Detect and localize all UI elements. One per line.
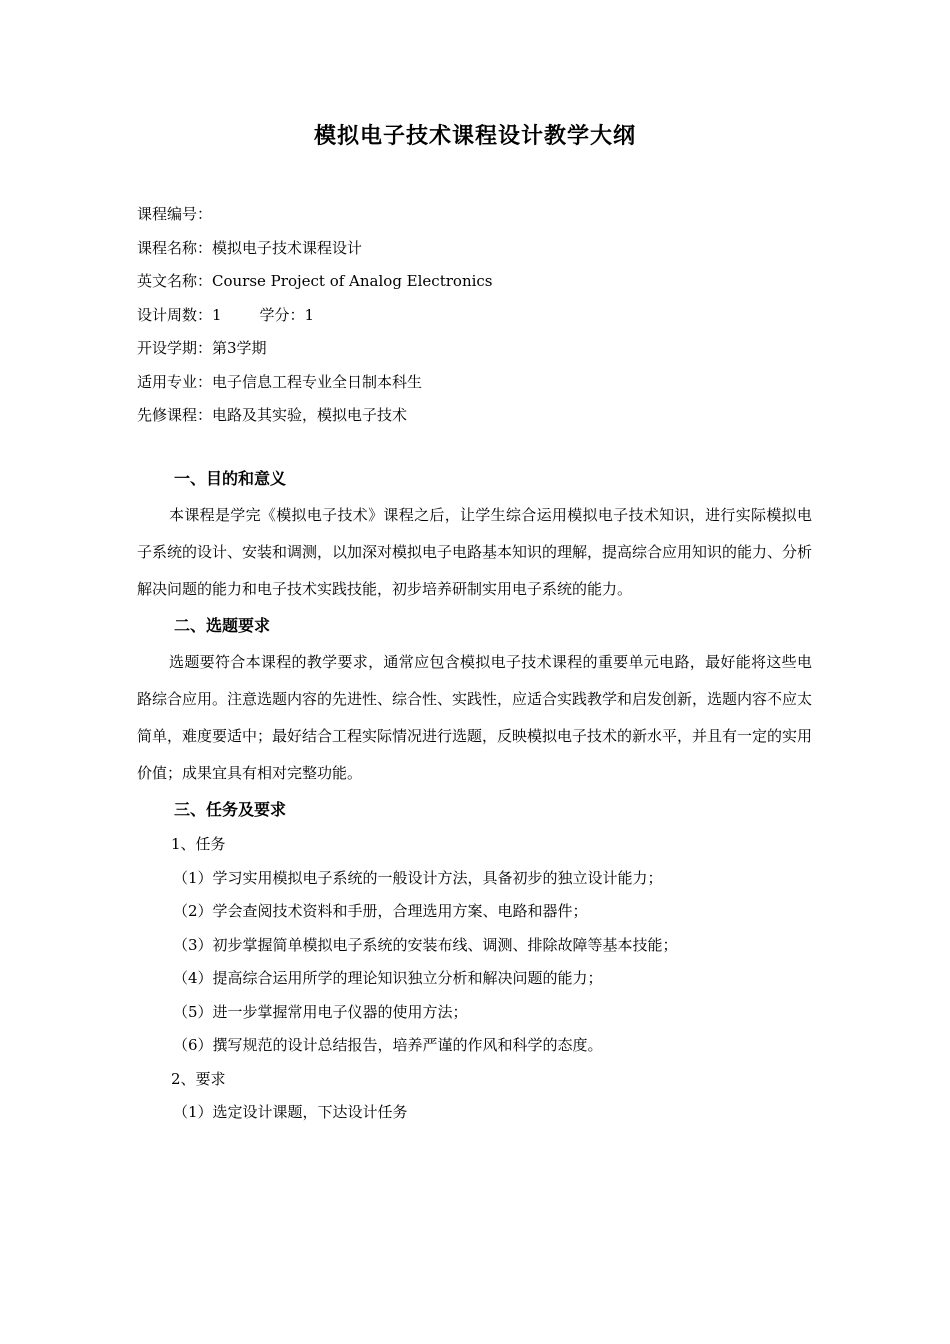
section-body-purpose: 本课程是学完《模拟电子技术》课程之后，让学生综合运用模拟电子技术知识，进行实际模拟电子系统的设计、安装和调测，以加深对模拟电子电路基本知识的理解，提高综合应用知识的能力、分析解决问题的能力和电子技术实践技能，初步培养研制实用电子系统的能力。 (137, 506, 813, 598)
course-name: 课程名称：模拟电子技术课程设计 (137, 238, 363, 257)
requirement-subheading: 2、要求 (171, 1069, 226, 1088)
weeks-credits-row (137, 299, 817, 333)
task-item: （1）学习实用模拟电子系统的一般设计方法，具备初步的独立设计能力； (173, 868, 663, 887)
semester: 开设学期：第3学期 (137, 339, 267, 357)
credits: 学分：1 (259, 305, 315, 324)
prerequisite-courses: 先修课程：电路及其实验，模拟电子技术 (137, 406, 408, 424)
section-heading-purpose: 一、目的和意义 (174, 469, 287, 488)
task-subheading: 1、任务 (171, 835, 226, 853)
task-item: （6）撰写规范的设计总结报告，培养严谨的作风和科学的态度。 (173, 1036, 603, 1054)
task-item: （5）进一步掌握常用电子仪器的使用方法； (173, 1002, 468, 1021)
task-item: （2）学会查阅技术资料和手册，合理选用方案、电路和器件； (173, 902, 588, 920)
task-item: （3）初步掌握简单模拟电子系统的安装布线、调测、排除故障等基本技能； (173, 935, 678, 954)
task-item: （4）提高综合运用所学的理论知识独立分析和解决问题的能力； (173, 969, 603, 987)
applicable-major: 适用专业：电子信息工程专业全日制本科生 (137, 372, 423, 391)
design-weeks: 设计周数：1 (137, 305, 222, 324)
course-info (137, 198, 817, 433)
english-name: 英文名称：Course Project of Analog Electronics (137, 272, 493, 290)
document-title: 模拟电子技术课程设计教学大纲 (313, 124, 636, 149)
requirement-item: （1）选定设计课题，下达设计任务 (173, 1103, 408, 1121)
section-heading-tasks: 三、任务及要求 (174, 800, 287, 819)
document-body (137, 461, 812, 1130)
section-body-topic-selection: 选题要符合本课程的教学要求，通常应包含模拟电子技术课程的重要单元电路，最好能将这些电路综合应用。注意选题内容的先进性、综合性、实践性，应适合实践教学和启发创新，选题内容不应太简单，难度要适中；最好结合工程实际情况进行选题，反映模拟电子技术的新水平，并且有一定的实用价值；成果宜具有相对完整功能。 (137, 653, 813, 782)
course-code: 课程编号： (137, 205, 213, 223)
section-heading-topic-selection: 二、选题要求 (174, 616, 271, 635)
